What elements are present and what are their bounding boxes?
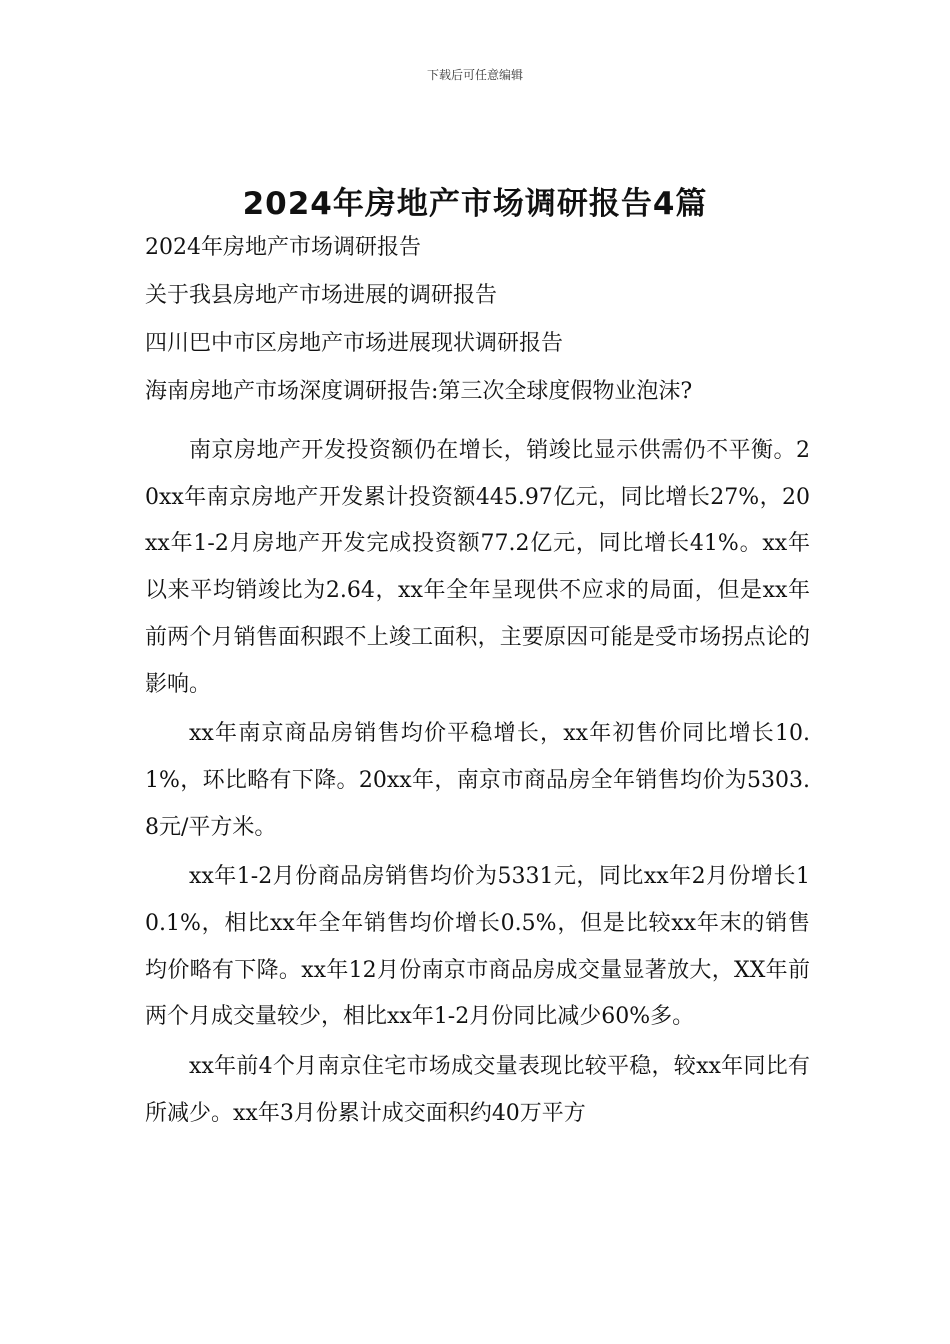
- toc-item: 关于我县房地产市场进展的调研报告: [145, 283, 498, 308]
- body-paragraph: 南京房地产开发投资额仍在增长，销竣比显示供需仍不平衡。20xx年南京房地产开发累计投资额445.97亿元，同比增长27%，20xx年1-2月房地产开发完成投资额77.2亿元，同比增长41%。xx年以来平均销竣比为2.64，xx年全年呈现供不应求的局面，但是xx年前两个月销售面积跟不上竣工面积，主要原因可能是受市场拐点论的影响。: [145, 438, 810, 697]
- document-body: [145, 428, 810, 1141]
- toc-item: 四川巴中市区房地产市场进展现状调研报告: [145, 331, 564, 356]
- toc-item: 2024年房地产市场调研报告: [145, 235, 421, 260]
- document-title: 2024年房地产市场调研报告4篇: [242, 186, 708, 222]
- body-paragraph: xx年南京商品房销售均价平稳增长，xx年初售价同比增长10.1%，环比略有下降。20xx年，南京市商品房全年销售均价为5303.8元/平方米。: [145, 721, 810, 840]
- toc-item: 海南房地产市场深度调研报告:第三次全球度假物业泡沫?: [145, 379, 693, 404]
- header-note: 下载后可任意编辑: [426, 68, 523, 82]
- body-paragraph: xx年前4个月南京住宅市场成交量表现比较平稳，较xx年同比有所减少。xx年3月份累计成交面积约40万平方: [145, 1054, 810, 1126]
- body-paragraph: xx年1-2月份商品房销售均价为5331元，同比xx年2月份增长10.1%，相比xx年全年销售均价增长0.5%，但是比较xx年末的销售均价略有下降。xx年12月份南京市商品房成交量显著放大，XX年前两个月成交量较少，相比xx年1-2月份同比减少60%多。: [145, 864, 810, 1030]
- table-of-contents: [145, 232, 825, 424]
